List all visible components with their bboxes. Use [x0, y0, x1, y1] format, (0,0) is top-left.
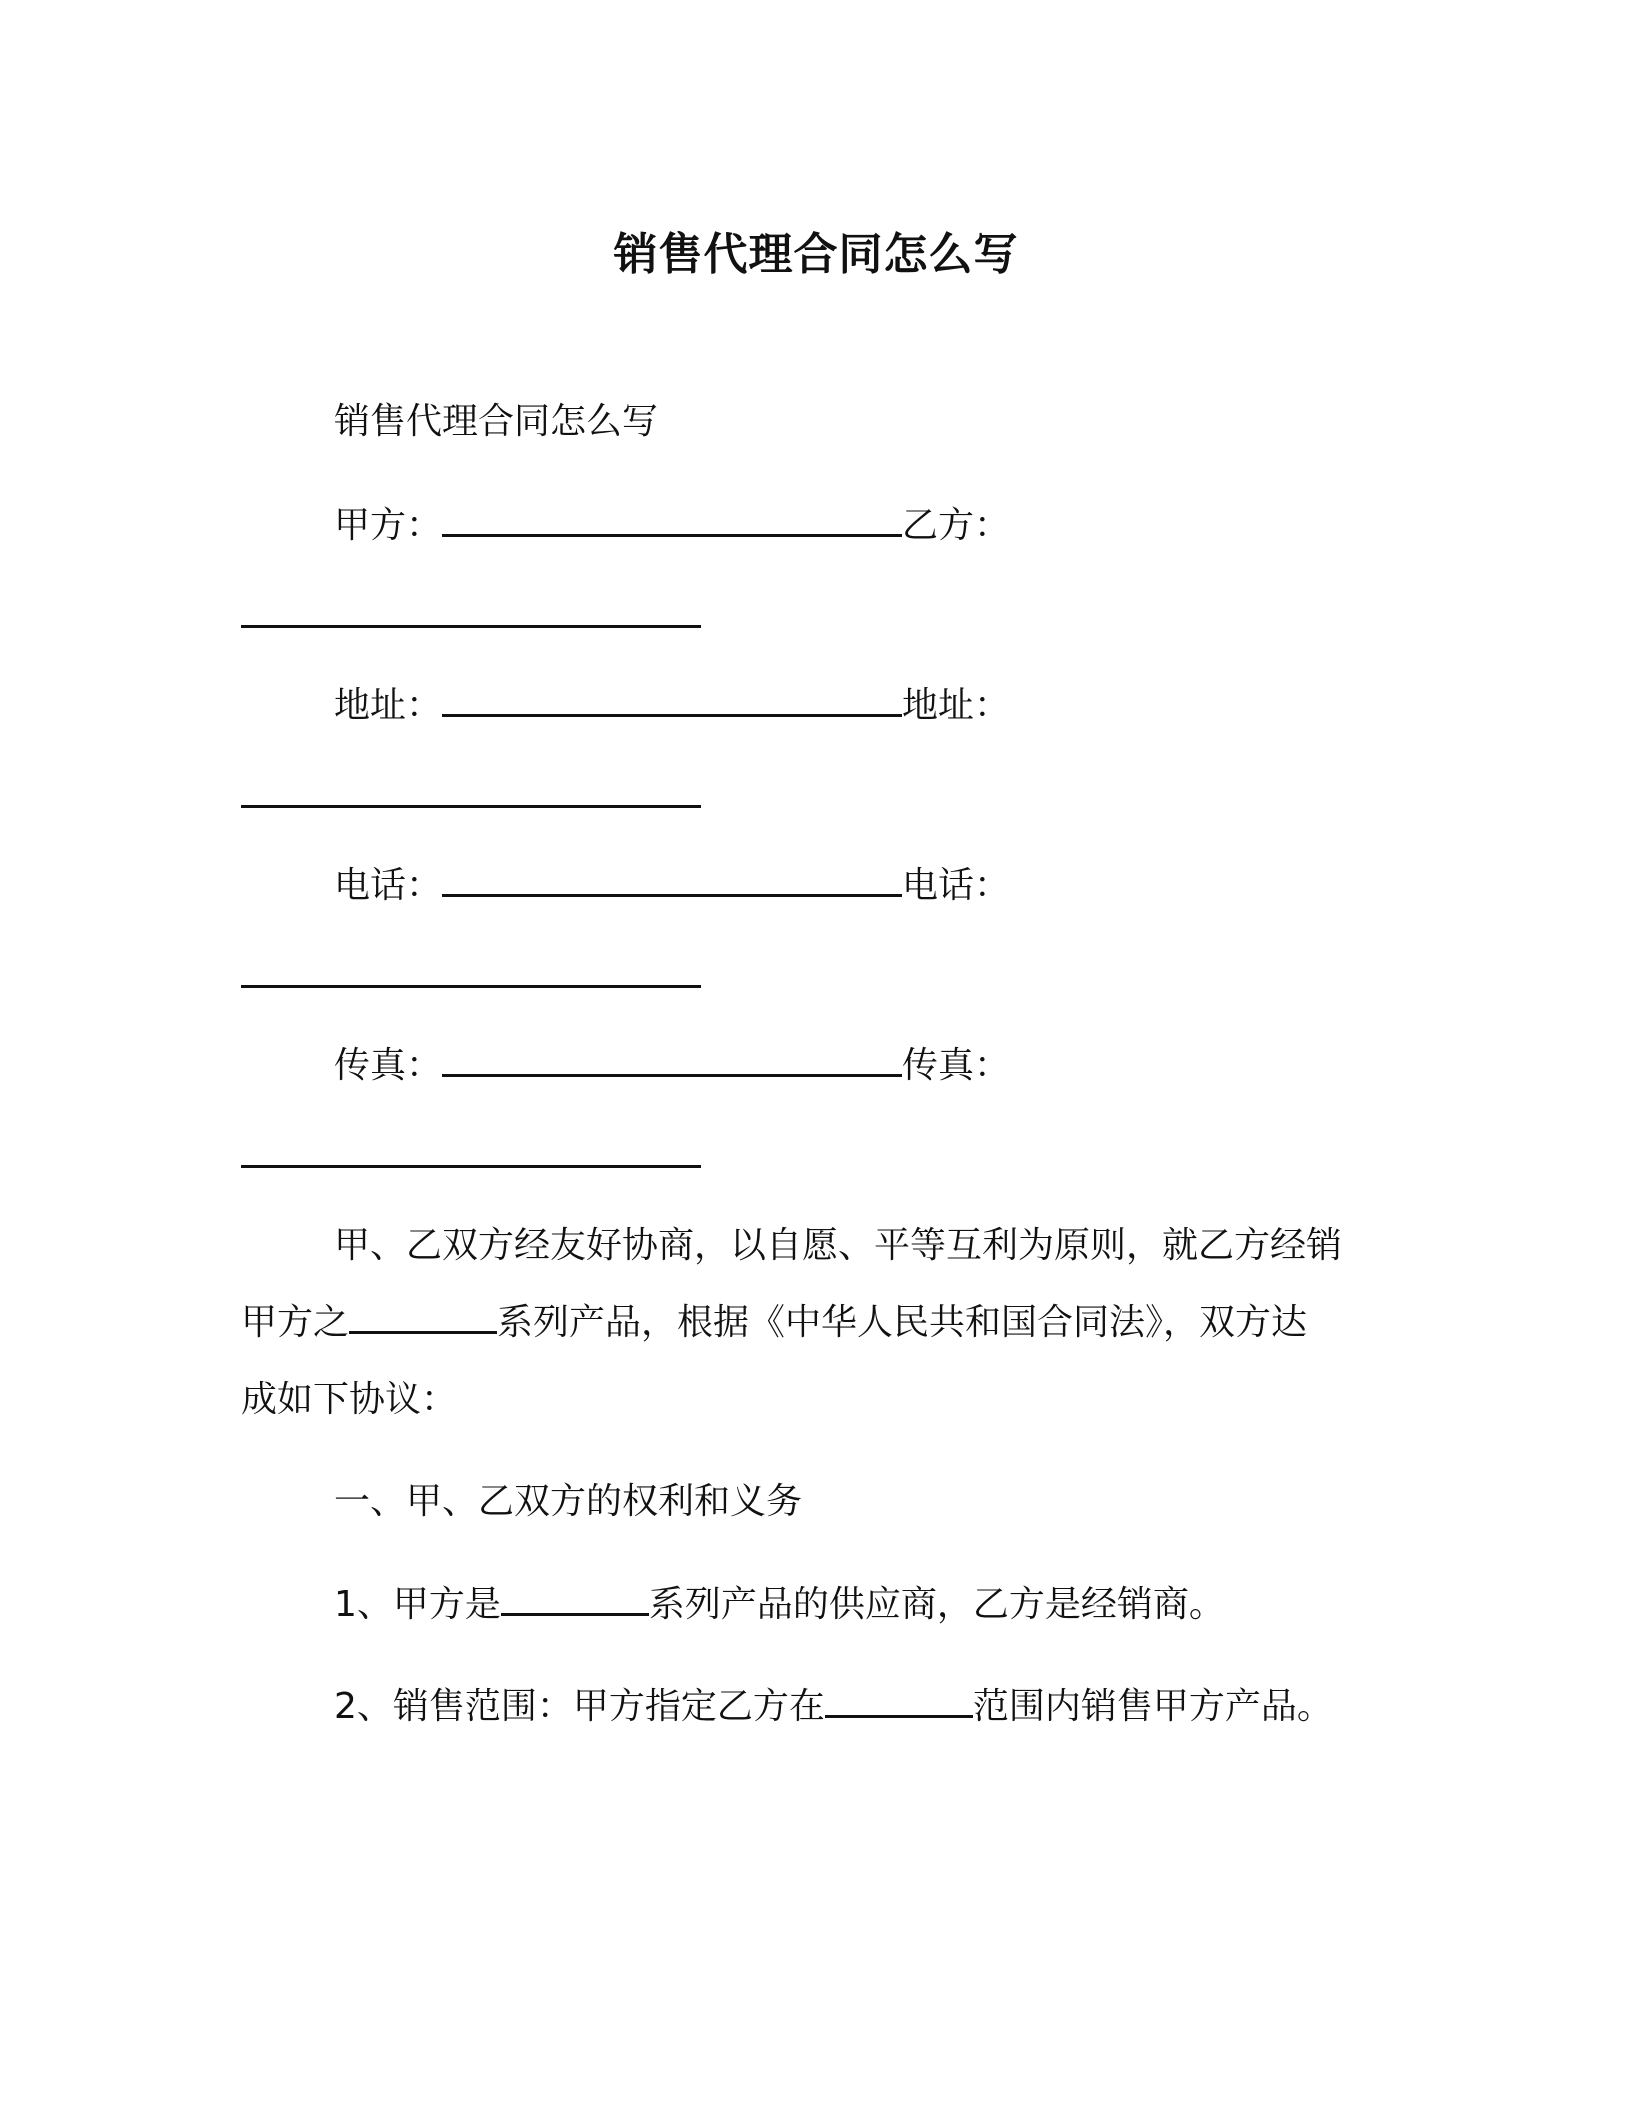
supplier-series-blank[interactable]	[501, 1583, 649, 1616]
party-b-label: 乙方：	[902, 505, 1011, 546]
clause-1	[334, 1581, 1225, 1629]
field-row-party	[334, 502, 1010, 550]
clause-1-start: 1、甲方是	[334, 1584, 501, 1625]
clause-1-end: 系列产品的供应商，乙方是经销商。	[648, 1584, 1225, 1625]
party-a-label: 甲方：	[334, 505, 443, 546]
intro-line-2	[241, 1299, 1307, 1347]
fax-a-label: 传真：	[334, 1045, 443, 1086]
party-b-blank[interactable]	[241, 625, 701, 628]
address-b-blank[interactable]	[241, 805, 701, 808]
phone-a-label: 电话：	[334, 865, 443, 906]
field-row-phone	[334, 862, 1010, 910]
product-series-blank[interactable]	[349, 1301, 497, 1334]
intro-line-2-end: 系列产品，根据《中华人民共和国合同法》，双方达	[497, 1302, 1308, 1343]
document-title: 销售代理合同怎么写	[613, 229, 1019, 280]
document-subtitle: 销售代理合同怎么写	[334, 401, 659, 442]
fax-b-label: 传真：	[902, 1045, 1011, 1086]
clause-2	[334, 1683, 1333, 1731]
intro-line-2-start: 甲方之	[241, 1302, 350, 1343]
phone-b-blank[interactable]	[241, 985, 701, 988]
address-a-label: 地址：	[334, 685, 443, 726]
section-1-heading: 一、甲、乙双方的权利和义务	[334, 1481, 803, 1522]
party-a-blank[interactable]	[442, 504, 902, 537]
phone-a-blank[interactable]	[442, 864, 902, 897]
fax-a-blank[interactable]	[442, 1044, 902, 1077]
address-b-label: 地址：	[902, 685, 1011, 726]
clause-2-start: 2、销售范围：甲方指定乙方在	[334, 1686, 825, 1727]
field-row-fax	[334, 1042, 1010, 1090]
address-a-blank[interactable]	[442, 684, 902, 717]
phone-b-label: 电话：	[902, 865, 1011, 906]
clause-2-end: 范围内销售甲方产品。	[972, 1686, 1333, 1727]
field-row-address	[334, 682, 1010, 730]
intro-line-3: 成如下协议：	[241, 1379, 458, 1420]
intro-line-1: 甲、乙双方经友好协商，以自愿、平等互利为原则，就乙方经销	[334, 1225, 1343, 1266]
fax-b-blank[interactable]	[241, 1165, 701, 1168]
sales-range-blank[interactable]	[825, 1685, 973, 1718]
